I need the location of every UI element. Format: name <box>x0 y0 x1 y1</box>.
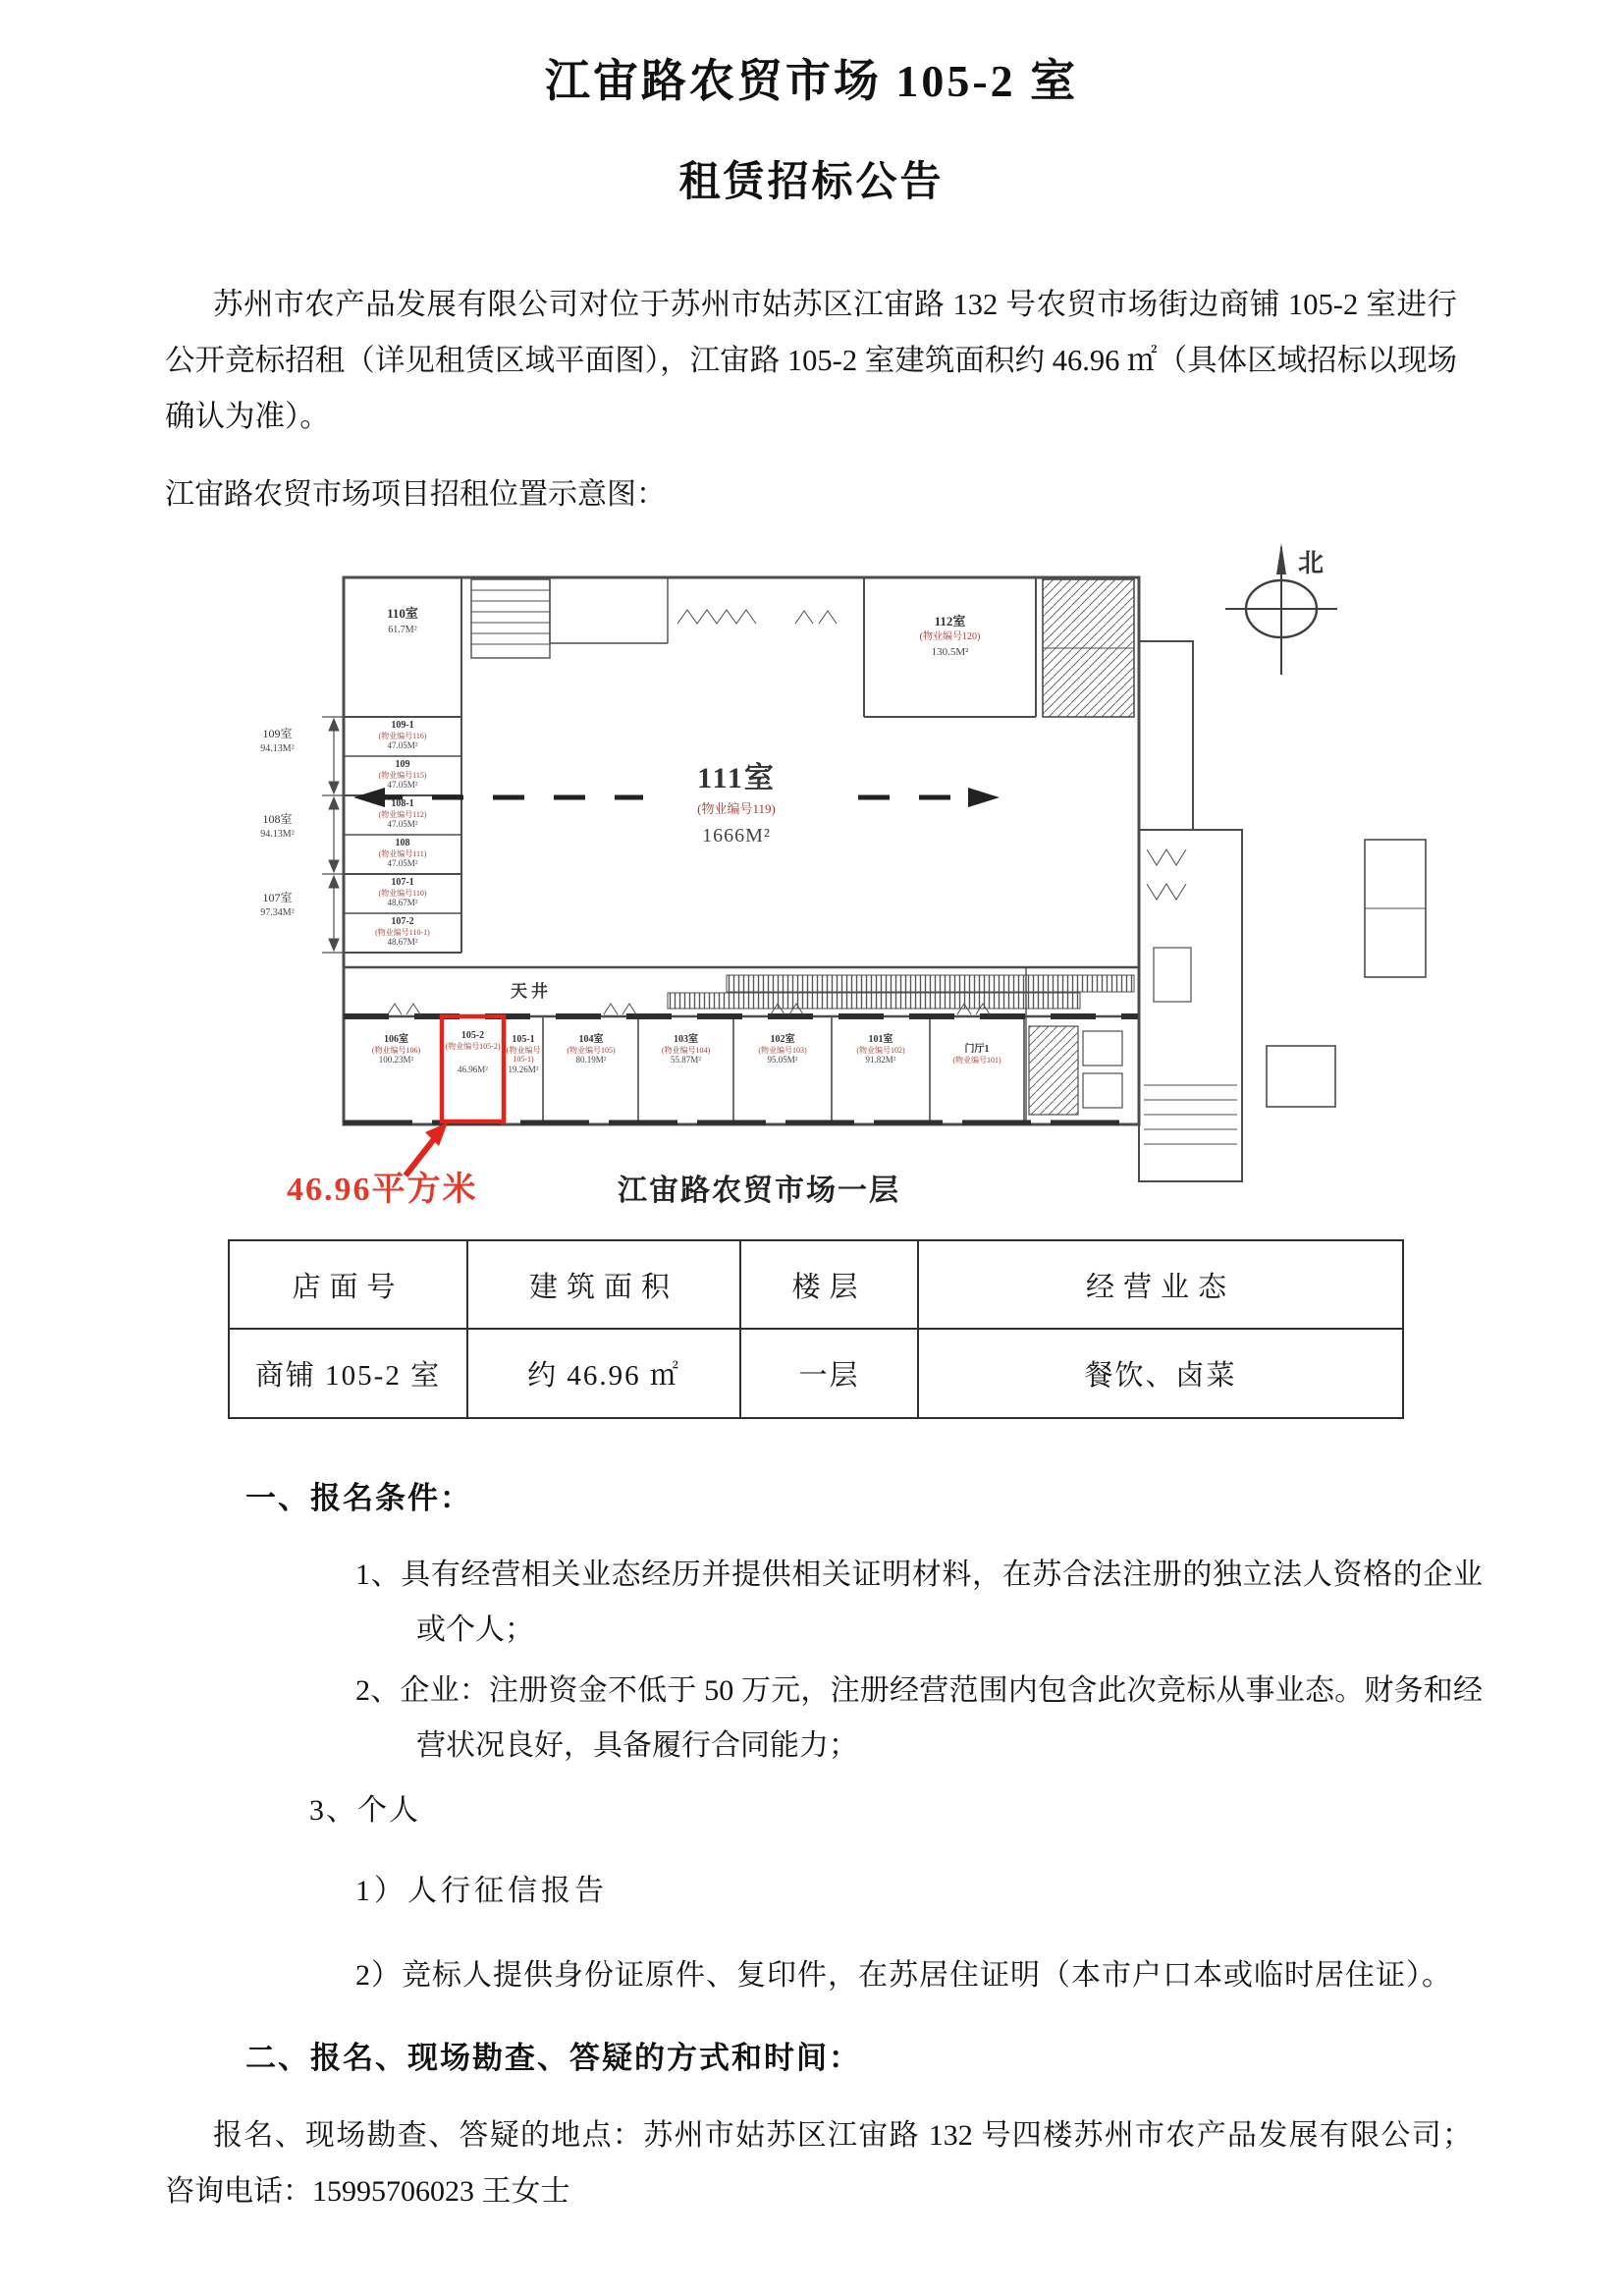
room-label-112 <box>864 614 1036 659</box>
room-area: 95.05M² <box>767 1055 798 1066</box>
room-name: 110室 <box>387 606 418 621</box>
dimension-label-108 <box>231 812 324 841</box>
table-header-row <box>229 1240 1403 1329</box>
room-name: 109 <box>395 759 410 770</box>
header-floor-level: 楼层 <box>740 1240 918 1329</box>
room-tag: (物业编号110) <box>378 888 427 898</box>
room-name: 105-1 <box>512 1034 535 1045</box>
dim-name: 109室 <box>262 727 293 740</box>
room-name: 102室 <box>770 1034 795 1045</box>
room-area: 61.7M² <box>388 625 417 636</box>
room-label-107-1 <box>344 877 461 908</box>
room-area: 1666M² <box>702 824 771 847</box>
room-label-108-1 <box>344 798 461 830</box>
room-area: 48.67M² <box>387 898 418 908</box>
compass-north-label: 北 <box>1298 549 1325 577</box>
room-tag: (物业编号112) <box>378 809 427 819</box>
room-area: 55.87M² <box>671 1055 701 1066</box>
room-tag: (物业编号102) <box>856 1045 905 1055</box>
dim-name: 107室 <box>262 891 293 904</box>
section-2-heading: 二、报名、现场勘查、答疑的方式和时间： <box>245 2041 861 2075</box>
room-tag: (物业编号101) <box>952 1055 1001 1065</box>
room-label-108 <box>344 838 461 869</box>
room-name: 104室 <box>578 1034 604 1045</box>
room-tag: (物业编号103) <box>758 1045 807 1055</box>
floor-plan-caption: 江宙路农贸市场一层 <box>618 1175 900 1207</box>
shop-info-table <box>228 1239 1404 1419</box>
room-area: 47.05M² <box>387 819 418 830</box>
room-label-lobby-1 <box>930 1044 1024 1065</box>
room-name: 105-2 <box>460 1030 485 1041</box>
highlight-area-annotation: 46.96平方米 <box>287 1172 478 1208</box>
room-label-111-hall <box>643 759 830 849</box>
room-area: 100.23M² <box>378 1055 414 1066</box>
room-label-106 <box>351 1034 442 1066</box>
room-label-105-1 <box>502 1034 545 1074</box>
room-tag: (物业编号110-1) <box>375 927 430 937</box>
room-label-103 <box>638 1034 733 1066</box>
room-label-109-1 <box>344 720 461 751</box>
room-label-101 <box>832 1034 930 1066</box>
room-label-110 <box>344 606 461 636</box>
cell-floor-area: 约 46.96 ㎡ <box>467 1329 740 1418</box>
room-name: 106室 <box>384 1034 408 1045</box>
cell-floor-level: 一层 <box>740 1329 918 1418</box>
room-name: 109-1 <box>391 720 414 731</box>
dim-area: 94.13M² <box>260 828 295 840</box>
cell-business-type: 餐饮、卤菜 <box>918 1329 1403 1418</box>
room-name: 103室 <box>674 1034 698 1045</box>
page-title: 江宙路农贸市场 105-2 室 <box>544 56 1079 106</box>
room-name: 107-1 <box>391 877 414 888</box>
room-tag: (物业编号105-1) <box>506 1045 541 1065</box>
room-tag: (物业编号119) <box>697 801 776 817</box>
room-area: 47.05M² <box>387 858 418 869</box>
room-name: 111室 <box>697 762 776 794</box>
header-business-type: 经营业态 <box>918 1240 1403 1329</box>
room-area: 91.82M² <box>865 1055 896 1066</box>
condition-item-2: 2、企业：注册资金不低于 50 万元，注册经营范围内包含此次竞标从事业态。财务和经营状况良好，具备履行合同能力； <box>355 1674 1483 1762</box>
cell-shop-number: 商铺 105-2 室 <box>229 1329 467 1418</box>
room-area: 48.67M² <box>387 937 418 948</box>
room-label-109 <box>344 759 461 791</box>
room-label-107-2 <box>344 916 461 948</box>
header-shop-number: 店面号 <box>229 1240 467 1329</box>
dimension-label-107 <box>231 891 324 919</box>
room-tag: (物业编号105) <box>567 1045 616 1055</box>
page-subtitle: 租赁招标公告 <box>678 160 945 205</box>
room-label-105-2-highlight <box>442 1030 504 1075</box>
condition-item-3: 3、个人 <box>309 1794 420 1827</box>
room-name: 107-2 <box>391 916 414 927</box>
room-name: 101室 <box>868 1034 893 1045</box>
room-tag: (物业编号116) <box>378 731 427 740</box>
plan-intro-line: 江宙路农贸市场项目招租位置示意图： <box>165 478 666 511</box>
individual-subitem-2: 2）竞标人提供身份证原件、复印件，在苏居住证明（本市户口本或临时居住证）。 <box>355 1959 1452 1992</box>
room-name: 108-1 <box>391 798 414 809</box>
room-area: 19.26M² <box>508 1064 539 1074</box>
dimension-label-109 <box>231 727 324 755</box>
room-area: 130.5M² <box>931 646 969 659</box>
room-label-104 <box>547 1034 635 1066</box>
intro-paragraph: 苏州市农产品发展有限公司对位于苏州市姑苏区江宙路 132 号农贸市场街边商铺 105-2 室进行公开竞标招租（详见租赁区域平面图），江宙路 105-2 室建筑面积约 46.96 ㎡（具体区域招标以现场确认为准）。 <box>165 288 1457 433</box>
dim-name: 108室 <box>262 812 293 826</box>
room-name: 门厅1 <box>964 1044 990 1055</box>
room-tag: (物业编号104) <box>661 1045 711 1055</box>
table-row <box>229 1329 1403 1418</box>
room-tag: (物业编号106) <box>371 1045 421 1055</box>
room-tag: (物业编号120) <box>919 631 981 643</box>
registration-location-paragraph: 报名、现场勘查、答疑的地点：苏州市姑苏区江宙路 132 号四楼苏州市农产品发展有限公司； 咨询电话：15995706023 王女士 <box>165 2119 1487 2208</box>
room-tag: (物业编号111) <box>378 848 427 858</box>
room-name: 108 <box>395 838 410 848</box>
room-tag: (物业编号105-2) <box>445 1041 501 1051</box>
room-area: 47.05M² <box>387 740 418 751</box>
room-tag: (物业编号115) <box>378 770 427 780</box>
header-floor-area: 建筑面积 <box>467 1240 740 1329</box>
room-name: 112室 <box>934 614 966 629</box>
room-area: 47.05M² <box>387 780 418 791</box>
room-area: 80.19M² <box>575 1055 607 1066</box>
courtyard-label: 天井 <box>511 982 552 1001</box>
room-label-102 <box>733 1034 832 1066</box>
dim-area: 97.34M² <box>260 906 295 918</box>
room-area: 46.96M² <box>458 1065 488 1075</box>
floor-plan <box>196 535 1429 1228</box>
condition-item-1: 1、具有经营相关业态经历并提供相关证明材料，在苏合法注册的独立法人资格的企业或个人； <box>355 1558 1483 1646</box>
section-1-heading: 一、报名条件： <box>245 1481 472 1515</box>
individual-subitem-1: 1）人行征信报告 <box>355 1875 608 1907</box>
dim-area: 94.13M² <box>260 742 295 754</box>
